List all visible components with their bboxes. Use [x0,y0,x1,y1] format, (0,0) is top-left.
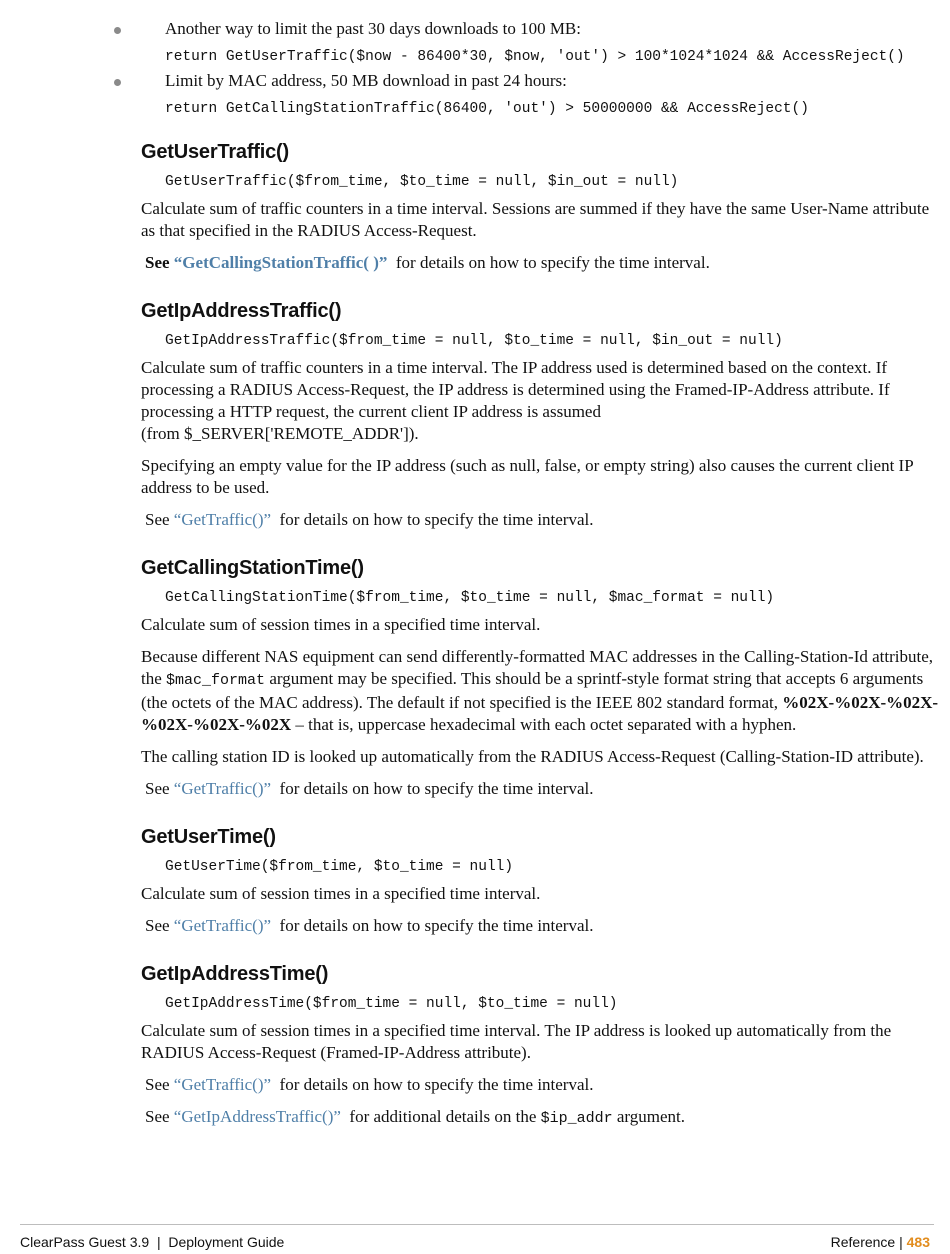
section-heading: GetIpAddressTime() [141,963,329,985]
bullet-text: Another way to limit the past 30 days downloads to 100 MB: [165,19,581,38]
page-number: 483 [906,1234,930,1250]
see-text: for details on how to specify the time interval. [395,253,710,272]
code-line: return GetUserTraffic($now - 86400*30, $now, 'out') > 100*1024*1024 && AccessReject() [165,49,905,65]
see-also [141,778,941,800]
footer-divider [20,1224,934,1225]
section-get-ip-address-time [141,962,941,1130]
see-text: for details on how to specify the time interval. [279,916,594,935]
see-label: See [145,916,170,935]
see-label: See [145,253,170,272]
description: Calculate sum of session times in a specified time interval. [141,615,541,634]
section-get-ip-address-traffic [141,299,941,531]
function-signature: GetUserTraffic($from_time, $to_time = null, $in_out = null) [165,174,679,190]
section-heading: GetUserTime() [141,826,276,848]
inline-code: $ip_addr [540,1110,613,1127]
inline-code: $mac_format [166,672,266,689]
description-text: (from $_SERVER['REMOTE_ADDR']). [141,424,419,443]
code-line: return GetCallingStationTraffic(86400, 'out') > 50000000 && AccessReject() [165,101,809,117]
cross-reference-link[interactable]: “GetTraffic()” [173,916,272,935]
function-signature: GetUserTime($from_time, $to_time = null) [165,859,514,875]
see-text: for details on how to specify the time interval. [279,1075,594,1094]
see-label: See [145,1107,170,1126]
cross-reference-link[interactable]: “GetIpAddressTraffic()” [173,1107,341,1126]
footer-section [831,1234,930,1250]
bullet-icon [114,27,121,34]
description-text: Because different NAS equipment can send differently-formatted MAC addresses in the Calling-Station-Id attribute, the [141,647,934,688]
description-text: argument may be specified. This should be a sprintf-style format string that accepts 6 arguments (the octets of the MAC address). The default if not specified is the IEEE 802 standard format, [141,669,924,712]
section-heading: GetCallingStationTime() [141,557,364,579]
example-list [141,18,941,119]
see-also [141,1106,941,1130]
footer-document-title: ClearPass Guest 3.9 | Deployment Guide [20,1234,285,1250]
description: Calculate sum of traffic counters in a time interval. Sessions are summed if they have the same User-Name attribute as that specified in the RADIUS Access-Request. [141,199,930,240]
section-heading: GetUserTraffic() [141,141,289,163]
description-text: – that is, uppercase hexadecimal with each octet separated with a hyphen. [295,715,797,734]
description [141,646,941,736]
see-label: See [145,510,170,529]
section-get-user-traffic [141,140,941,274]
description [141,357,941,445]
list-item [141,18,941,67]
format-string: %02X-%02X-%02X-%02X-%02X-%02X [141,693,939,734]
footer-chapter: Reference | [830,1234,903,1250]
cross-reference-link[interactable]: “GetCallingStationTraffic( )” [173,253,388,272]
bullet-text: Limit by MAC address, 50 MB download in past 24 hours: [165,71,567,90]
see-also [141,915,941,937]
bullet-icon [114,79,121,86]
see-also [141,252,941,274]
list-item [141,70,941,119]
see-also [141,1074,941,1096]
description: Calculate sum of session times in a specified time interval. The IP address is looked up automatically from the RADIUS Access-Request (Framed-IP-Address attribute). [141,1021,892,1062]
description: Specifying an empty value for the IP address (such as null, false, or empty string) also causes the current client IP address to be used. [141,456,914,497]
cross-reference-link[interactable]: “GetTraffic()” [173,1075,272,1094]
section-heading: GetIpAddressTraffic() [141,300,342,322]
see-text: for details on how to specify the time interval. [279,510,594,529]
description-text: Calculate sum of traffic counters in a time interval. The IP address used is determined based on the context. If processing a RADIUS Access-Request, the IP address is determined using the Framed-IP-Address attribute. If processing a HTTP request, the current client IP address is assumed [141,358,890,421]
description: The calling station ID is looked up automatically from the RADIUS Access-Request (Calling-Station-ID attribute). [141,747,924,766]
description: Calculate sum of session times in a specified time interval. [141,884,541,903]
function-signature: GetIpAddressTime($from_time = null, $to_time = null) [165,996,618,1012]
section-get-calling-station-time [141,556,941,800]
see-text: argument. [616,1107,686,1126]
see-also [141,509,941,531]
page-content [141,0,941,1130]
see-text: for details on how to specify the time interval. [279,779,594,798]
function-signature: GetIpAddressTraffic($from_time = null, $to_time = null, $in_out = null) [165,333,783,349]
section-get-user-time [141,825,941,937]
cross-reference-link[interactable]: “GetTraffic()” [173,779,272,798]
function-signature: GetCallingStationTime($from_time, $to_time = null, $mac_format = null) [165,590,775,606]
see-label: See [145,1075,170,1094]
cross-reference-link[interactable]: “GetTraffic()” [173,510,272,529]
see-text: for additional details on the [349,1107,537,1126]
see-label: See [145,779,170,798]
